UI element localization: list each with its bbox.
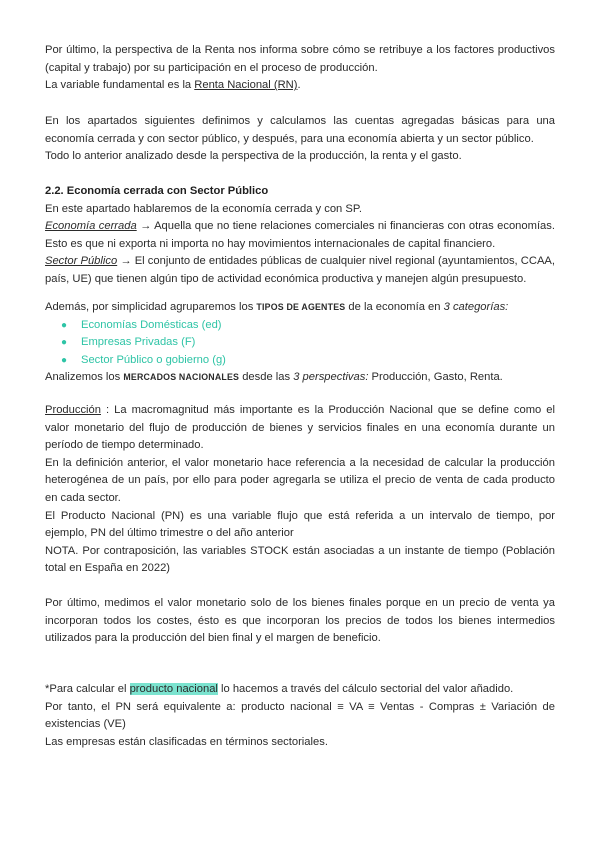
list-item xyxy=(45,317,555,335)
list-item xyxy=(45,352,555,370)
bullet-icon: ● xyxy=(61,319,68,331)
paragraph-text: La variable fundamental es la xyxy=(45,79,195,92)
agents-intro xyxy=(45,299,555,317)
text: Analizemos los xyxy=(45,371,124,384)
section-produccion xyxy=(45,402,555,578)
definition-sector-publico xyxy=(45,253,555,288)
text: de la economía en xyxy=(345,301,444,313)
caps-text: MERCADOS NACIONALES xyxy=(123,372,240,383)
list-item-label: Sector Público o gobierno (g) xyxy=(81,353,226,366)
italic-text: 3 categorías: xyxy=(443,301,509,313)
highlighted-term: producto nacional xyxy=(129,683,218,695)
paragraph-apartados xyxy=(45,113,555,166)
bullet-icon: ● xyxy=(61,337,68,349)
note-line xyxy=(45,681,555,699)
definition-term: Sector Público xyxy=(45,255,118,268)
definition-term: Producción xyxy=(45,404,101,416)
equation-line: Por tanto, el PN será equivalente a: producto nacional ≡ VA ≡ Ventas - Compras ± Variación de existencias (VE) xyxy=(45,700,555,731)
markets-intro xyxy=(45,369,555,387)
agents-list xyxy=(45,317,555,370)
caps-text: TIPOS DE AGENTES xyxy=(256,302,346,312)
paragraph-text: Todo lo anterior analizado desde la perspectiva de la producción, la renta y el gasto. xyxy=(45,150,462,163)
section-heading: 2.2. Economía cerrada con Sector Público xyxy=(45,185,269,197)
paragraph-renta xyxy=(45,42,555,95)
paragraph-text: En la definición anterior, el valor monetario hace referencia a la necesidad de calcular la producción heterogénea de un país, por ello para poder agregarla se utiliza el precio de venta de cada producto en cada sector. xyxy=(45,456,555,504)
text: Además, por simplicidad agruparemos los xyxy=(45,301,257,313)
note-stock: NOTA. Por contraposición, las variables STOCK están asociadas a un instante de tiempo (Población total en España en 2022) xyxy=(45,544,555,575)
note-block xyxy=(45,681,555,751)
list-item-label: Empresas Privadas (F) xyxy=(81,336,196,349)
paragraph-text: Por último, la perspectiva de la Renta nos informa sobre cómo se retribuye a los factores productivos (capital y trabajo) por su participación en el proceso de producción. xyxy=(45,44,555,74)
agents-block xyxy=(45,299,555,387)
definition-economia-cerrada xyxy=(45,218,555,253)
paragraph-text: En los apartados siguientes definimos y calculamos las cuentas agregadas básicas para una economía cerrada y con sector público, y después, para una economía abierta y un sector público. xyxy=(45,115,555,145)
note-last: Las empresas están clasificadas en términos sectoriales. xyxy=(45,735,328,748)
text: Producción, Gasto, Renta. xyxy=(368,371,503,384)
definition-term: Economía cerrada xyxy=(45,220,137,233)
definition-text: : La macromagnitud más importante es la Producción Nacional que se define como el valor monetario del flujo de producción de bienes y servicios finales en una economía durante un período de tiempo determinado. xyxy=(45,404,555,452)
definition-text: → El conjunto de entidades públicas de cualquier nivel regional (ayuntamientos, CCAA, país, UE) que tienen algún tipo de actividad económica productiva y manejen algún presupuesto. xyxy=(45,255,555,285)
text: lo hacemos a través del cálculo sectorial del valor añadido. xyxy=(217,683,514,695)
italic-text: 3 perspectivas: xyxy=(293,371,369,384)
list-item xyxy=(45,334,555,352)
text: desde las xyxy=(239,371,294,384)
paragraph-bienes-finales: Por último, medimos el valor monetario solo de los bienes finales porque en un precio de venta ya incorporan todos los costes, ésto es que incorporan los precios de todos los bienes intermedios utilizados para la producción del bien final y el margen de beneficio. xyxy=(45,597,555,645)
definition-text: → Aquella que no tiene relaciones comerciales ni financieras con otras economías. Esto es que ni exporta ni importa no hay movimientos internacionales de capital financiero. xyxy=(45,220,555,250)
list-item-label: Economías Domésticas (ed) xyxy=(81,318,222,331)
renta-nacional-link: Renta Nacional (RN) xyxy=(194,79,298,92)
section-intro: En este apartado hablaremos de la economía cerrada y con SP. xyxy=(45,202,362,215)
section-economia-cerrada xyxy=(45,183,555,289)
produccion-definition xyxy=(45,402,555,455)
punctuation: . xyxy=(297,79,301,92)
paragraph-text: El Producto Nacional (PN) es una variable flujo que está referida a un intervalo de tiempo, por ejemplo, PN del último trimestre o del año anterior xyxy=(45,509,555,540)
bullet-icon: ● xyxy=(61,354,68,366)
text: *Para calcular el xyxy=(45,683,130,695)
